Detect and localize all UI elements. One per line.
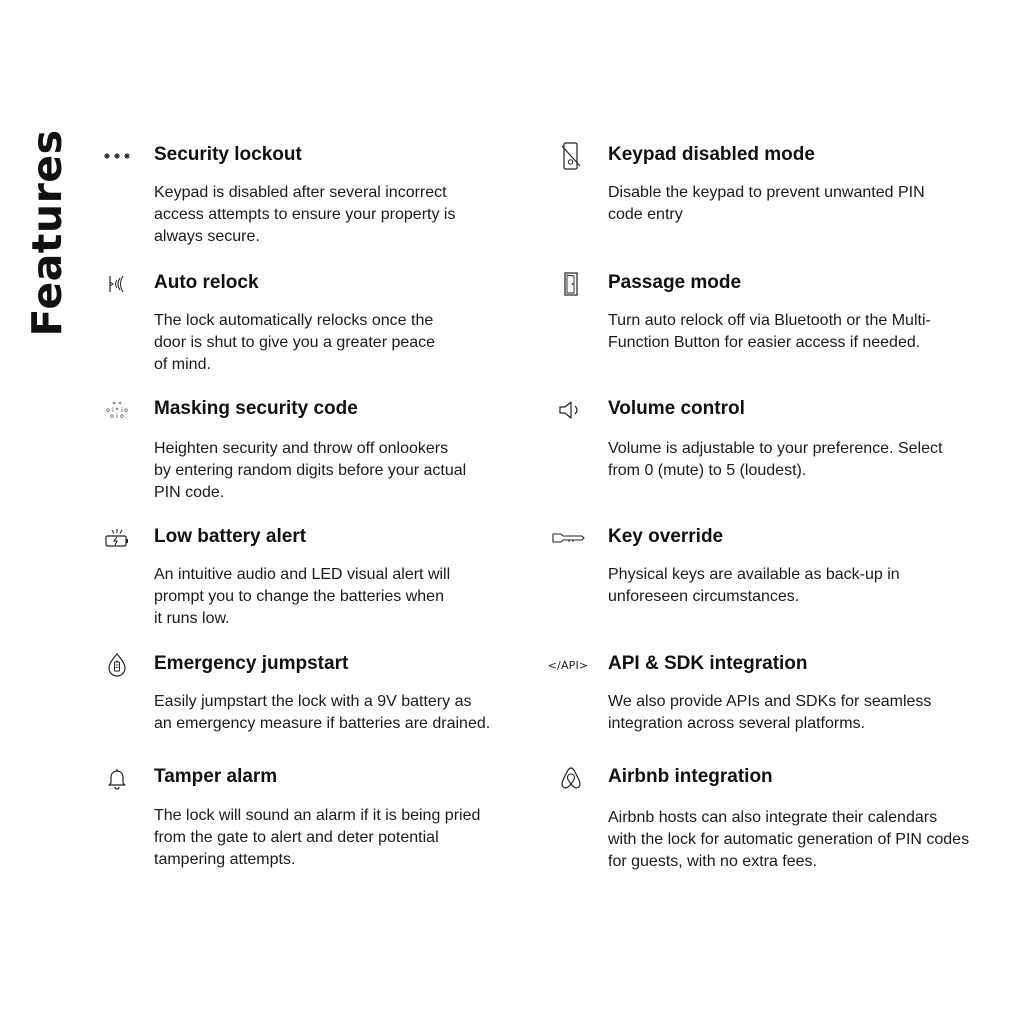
speaker-icon (556, 396, 586, 424)
feature-title: Passage mode (608, 272, 742, 293)
feature-title: Security lockout (154, 144, 302, 165)
feature-title: Auto relock (154, 272, 259, 293)
svg-text:o: o (106, 407, 110, 414)
feature-title: Airbnb integration (608, 766, 773, 787)
feature-description: The lock will sound an alarm if it is being pried from the gate to alert and deter potential tampering attempts. (154, 807, 481, 868)
battery-drop-icon (102, 651, 132, 679)
door-icon (556, 270, 586, 298)
bell-icon (102, 764, 132, 792)
svg-text:i: i (116, 413, 118, 420)
key-icon (550, 524, 586, 552)
svg-text:i: i (112, 407, 114, 414)
feature-description: Volume is adjustable to your preference. Select from 0 (mute) to 5 (loudest). (608, 440, 943, 479)
api-icon-label: </API> (547, 658, 589, 672)
feature-description: An intuitive audio and LED visual alert will prompt you to change the batteries when it runs low. (154, 566, 451, 627)
feature-description: Keypad is disabled after several incorrect access attempts to ensure your property is always secure. (154, 184, 456, 245)
feature-description: Easily jumpstart the lock with a 9V battery as an emergency measure if batteries are drained. (154, 693, 491, 732)
svg-text:*: * (118, 401, 122, 408)
api-icon (546, 651, 590, 679)
asterisks-icon (102, 142, 132, 170)
feature-description: We also provide APIs and SDKs for seamless integration across several platforms. (608, 693, 932, 732)
feature-title: Low battery alert (154, 526, 307, 547)
low-battery-icon (102, 524, 132, 552)
feature-description: The lock automatically relocks once the door is shut to give you a greater peace of mind. (154, 312, 436, 373)
feature-title: Keypad disabled mode (608, 144, 815, 165)
feature-description: Heighten security and throw off onlookers by entering random digits before your actual PIN code. (154, 440, 467, 501)
feature-title: Emergency jumpstart (154, 653, 349, 674)
page-title: Features (23, 129, 71, 337)
feature-title: Key override (608, 526, 724, 547)
svg-text:o: o (120, 413, 124, 420)
svg-text:*: * (115, 407, 119, 414)
masked-digits-icon (102, 396, 132, 424)
feature-title: Masking security code (154, 398, 358, 419)
feature-description: Disable the keypad to prevent unwanted PIN code entry (608, 184, 925, 223)
feature-description: Physical keys are available as back-up in unforeseen circumstances. (608, 566, 900, 605)
keypad-disabled-icon (556, 142, 586, 170)
svg-text:o: o (124, 407, 128, 414)
svg-text:o: o (110, 413, 114, 420)
feature-description: Airbnb hosts can also integrate their calendars with the lock for automatic generation of PIN codes for guests, with no extra fees. (608, 809, 970, 870)
feature-description: Turn auto relock off via Bluetooth or the Multi- Function Button for easier access if needed. (608, 312, 931, 351)
airbnb-icon (556, 764, 586, 792)
svg-text:i: i (121, 407, 123, 414)
door-signal-icon (102, 270, 132, 298)
feature-title: API & SDK integration (608, 653, 808, 674)
feature-title: Tamper alarm (154, 766, 278, 787)
feature-title: Volume control (608, 398, 745, 419)
svg-text:*: * (112, 401, 116, 408)
